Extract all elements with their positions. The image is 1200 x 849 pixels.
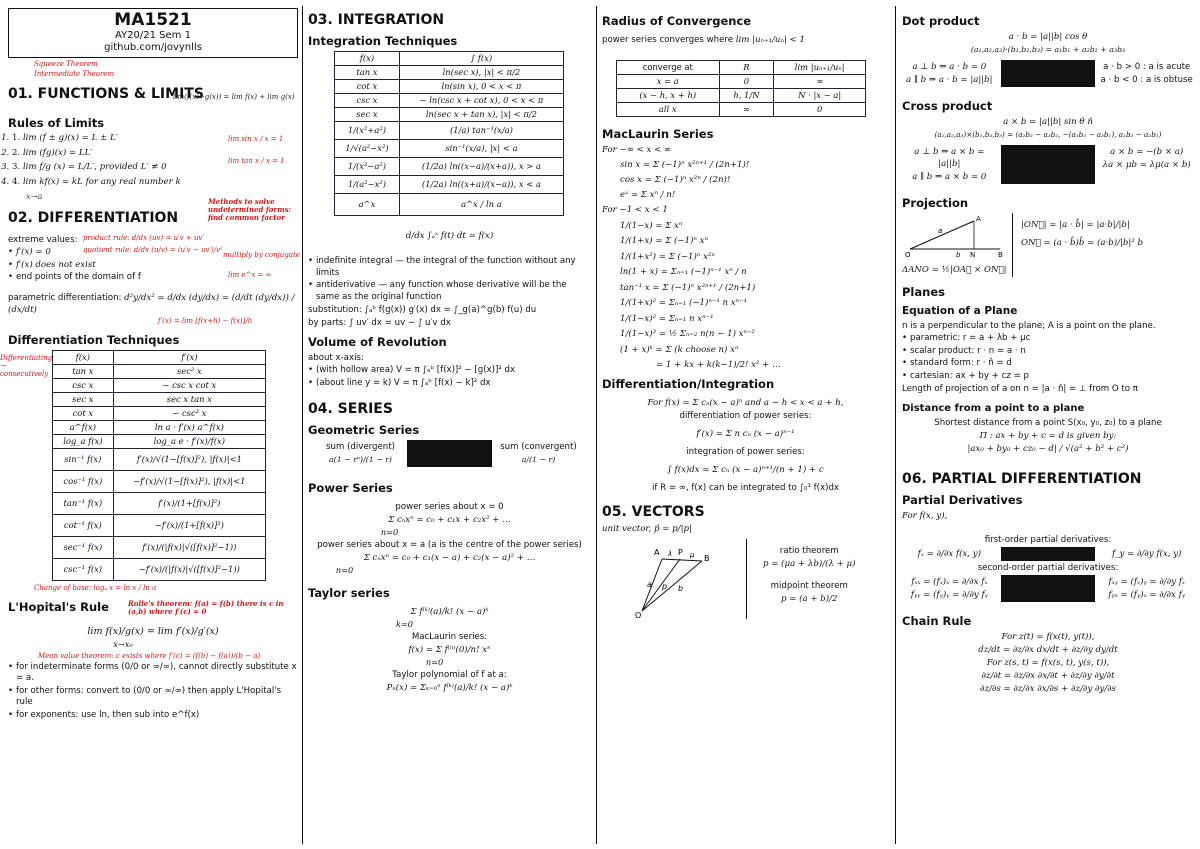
column-divider <box>596 6 597 844</box>
table-row: x = a 0 ∞ <box>617 75 866 89</box>
label-A: A <box>976 215 981 223</box>
note-limform: lim e^x = ∞ <box>228 270 272 279</box>
projection-block <box>902 213 1194 277</box>
lhopital-list <box>8 662 298 722</box>
section-integration: 03. INTEGRATION <box>308 12 445 28</box>
power-about-zero: power series about x = 0 <box>395 502 504 512</box>
table-row: 1/(x²+a²) (1/a) tan⁻¹(x/a) <box>335 122 564 140</box>
maclaurin-eq: (1 + x)ᵏ = Σ (k choose n) xⁿ <box>620 344 739 355</box>
maclaurin-eq: f(x) = Σ f⁽ⁿ⁾(0)/n! xⁿ <box>408 645 491 655</box>
volume-title: Volume of Revolution <box>308 335 447 349</box>
table-row: 1/(x²−a²) (1/2a) ln((x−a)/(x+a)), x > a <box>335 158 564 176</box>
limit-rule: 1. 1. lim (f ± g)(x) = L ± L′ <box>12 133 298 145</box>
projection-diagram <box>902 213 1008 259</box>
power-eq-a: Σ cₙxⁿ = c₀ + c₁(x − a) + c₂(x − a)² + … <box>363 553 536 563</box>
note-change-of-base: Change of base: logₐ x = ln x / ln a <box>34 583 157 592</box>
plane-projection: Length of projection of a on n = |a · n̂| = ⊥ from O to π <box>902 384 1138 394</box>
power-series-title: Power Series <box>308 481 393 495</box>
distance-line2: Π : ax + by + c = d is given by: <box>979 431 1117 441</box>
table-row: sec⁻¹ f(x) f′(x)/(|f(x)|√([f(x)]²−1)) <box>53 536 266 558</box>
definition-item: • indefinite integral — the integral of the function without any limits <box>308 256 591 279</box>
maclaurin-range1: For −∞ < x < ∞ <box>602 145 672 155</box>
chain2-eq-s: ∂z/∂s = ∂z/∂x ∂x/∂s + ∂z/∂y ∂y/∂s <box>980 684 1116 694</box>
maclaurin-eq: ln(1 + x) = Σₙ₌₁ (−1)ⁿ⁻¹ xⁿ / n <box>620 267 747 277</box>
maclaurin-eq: 1/(1−x)³ = ½ Σₙ₌₂ n(n − 1) xⁿ⁻² <box>620 329 755 339</box>
distance-formula: |ax₀ + by₀ + cz₀ − d| / √(a² + b² + c²) <box>967 444 1129 454</box>
table-row: log_a f(x) log_a e · f′(x)/f(x) <box>53 434 266 448</box>
dot-product-title: Dot product <box>902 14 980 28</box>
chain2: For z(s, t) = f(x(s, t), y(s, t)), <box>986 658 1110 668</box>
column-functions-differentiation <box>0 6 300 844</box>
plane-form: • scalar product: r · n = a · n <box>902 346 1194 358</box>
geo-divergent: sum (divergent) a(1 − rⁿ)/(1 − r) <box>326 442 395 464</box>
plane-intro: n is a perpendicular to the plane; A is a point on the plane. <box>902 321 1156 331</box>
label-O: O <box>905 251 911 259</box>
integration-techniques-title: Integration Techniques <box>308 34 458 48</box>
lhopital-equation: lim f(x)/g(x) = lim f′(x)/g′(x) <box>87 625 219 637</box>
extreme-values-label: extreme values: product rule: d/dx (uv) = u′v + uv′ quotient rule: d/dx (u/v) = (u′v − uv′)/v² <box>8 234 223 254</box>
table-row: sin⁻¹ f(x) f′(x)/√(1−[f(x)]²), |f(x)|<1 <box>53 448 266 470</box>
column-integration-series <box>308 6 591 844</box>
label-A: A <box>654 548 660 557</box>
first-order-label: first-order partial derivatives: <box>984 535 1112 545</box>
cross-eq1: a × b = |a||b| sin θ n̂ <box>1003 117 1093 127</box>
label-b: b <box>956 251 961 259</box>
taylor-poly-eq: Pₙ(x) = Σₖ₌₀ⁿ f⁽ᵏ⁾(a)/k! (x − a)ᵏ <box>386 683 513 693</box>
vector-a-line <box>910 221 974 249</box>
ratio-theorem-block <box>602 539 889 619</box>
limit-subscript: x→a <box>26 191 43 201</box>
sum-index: n=0 <box>335 565 354 575</box>
table-row: csc x − csc x cot x <box>53 378 266 392</box>
by-parts-rule: by parts: ∫ uv′ dx = uv − ∫ u′v dx <box>308 318 451 328</box>
maclaurin-list2 <box>620 220 889 372</box>
lhopital-item: • for exponents: use ln, then sub into e^f(x) <box>8 710 298 722</box>
maclaurin-title: MacLaurin Series <box>602 127 714 141</box>
taylor-title: Taylor series <box>308 586 390 600</box>
definition-item: • antiderivative — any function whose derivative will be the same as the original function <box>308 280 591 303</box>
maclaurin-eq: 1/(1−x) = Σ xⁿ <box>620 220 683 231</box>
table-row: sec x ln(sec x + tan x), |x| < π/2 <box>335 108 564 122</box>
table-row: 1/√(a²−x²) sin⁻¹(x/a), |x| < a <box>335 140 564 158</box>
column-divider <box>302 6 303 844</box>
lhopital-title: L'Hopital's Rule Rolle's theorem: f(a) = f(b) there is c in (a,b) where f′(c) = 0 <box>8 600 298 614</box>
ratio-theorem-diagram <box>602 539 722 619</box>
geo-convergent: sum (convergent) a/(1 − r) <box>500 442 577 464</box>
diff-power-eq: f′(x) = Σ n cₙ (x − a)ⁿ⁻¹ <box>696 429 795 439</box>
section-series: 04. SERIES <box>308 401 393 417</box>
maclaurin-eq: eˣ = Σ xⁿ / n! <box>620 190 676 200</box>
maclaurin-label: MacLaurin series: <box>411 632 488 642</box>
midpoint-label: midpoint theorem <box>770 581 848 591</box>
chain-rule-title: Chain Rule <box>902 614 972 628</box>
table-row: (x − h, x + h) h, 1/N N · |x − a| <box>617 89 866 103</box>
projection-eq1: |ON⃗| = |a · b̂| = |a·b|/|b| <box>1021 220 1130 230</box>
ratio-label: ratio theorem <box>779 546 839 556</box>
table-row: csc⁻¹ f(x) −f′(x)/(|f(x)|√([f(x)]²−1)) <box>53 558 266 580</box>
label-O: O <box>635 611 642 620</box>
partial-derivatives-title: Partial Derivatives <box>902 493 1023 507</box>
note-diff-chain: Differentiating → consecutively <box>0 353 53 378</box>
note-lim-sum: lim(f(x)+g(x)) = lim f(x) + lim g(x) <box>173 93 295 101</box>
limit-rule: 2. 2. lim (fg)(x) = LL′ <box>12 148 298 160</box>
maclaurin-eq: = 1 + kx + k(k−1)/2! x² + … <box>656 360 781 370</box>
diff-int-title: Differentiation/Integration <box>602 377 775 391</box>
note-sinx: lim sin x / x = 1 <box>228 135 284 143</box>
chain1-eq: dz/dt = ∂z/∂x dx/dt + ∂z/∂y dy/dt <box>978 645 1118 655</box>
table-row: cot x − csc² x <box>53 406 266 420</box>
column-series-vectors <box>602 6 889 844</box>
section-partial-diff: 06. PARTIAL DIFFERENTIATION <box>902 471 1142 487</box>
handwritten-notes-top <box>8 58 298 80</box>
distance-line1: Shortest distance from a point S(x₀, y₀, z₀) to a plane <box>934 418 1162 428</box>
plane-form: • standard form: r · n̂ = d <box>902 358 1194 370</box>
section-vectors: 05. VECTORS <box>602 504 705 520</box>
ratio-eq: p = (μa + λb)/(λ + μ) <box>763 559 856 569</box>
column-vectors-partial <box>902 6 1194 844</box>
note-tanx: lim tan x / x = 1 <box>228 157 285 165</box>
table-row: tan x ln(sec x), |x| < π/2 <box>335 66 564 80</box>
rules-of-limits-title: Rules of Limits <box>8 116 105 130</box>
label-P: P <box>678 548 683 557</box>
plane-form: • cartesian: ax + by + cz = p <box>902 371 1194 383</box>
label-p: p <box>662 582 668 591</box>
label-mu: μ <box>690 551 695 559</box>
label-lambda: λ <box>668 550 673 558</box>
second-order-derivatives: fₓₓ = (fₓ)ₓ = ∂/∂x fₓ fᵧᵧ = (fᵧ)ᵧ = ∂/∂y fᵧ fₓᵧ = (fₓ)ᵧ = ∂/∂y fₓ fᵧₓ = (fᵧ)ₓ = ∂/∂x fᵧ <box>910 577 1186 600</box>
lhopital-subscript: x→x₀ <box>113 638 133 649</box>
plane-forms <box>902 333 1194 382</box>
integration-definitions <box>308 256 591 303</box>
diff-power-label: differentiation of power series: <box>679 411 812 421</box>
differentiation-table: f(x) f′(x) tan x sec² x csc x − csc x cot x sec x sec x tan x cot x − csc² x a^f(x) ln a · f′(x) a^f(x) log_a f(x) log_a e · f′(x)/f(x) sin⁻¹ f(x) f′(x)/√(1−[f(x)]²), |f(x)|<1 cos⁻¹ f(x) −f′(x)/√(1−[f(x)]²), |f(x)|<1 tan⁻¹ f(x) f′(x)/(1+[f(x)]²) cot⁻¹ f(x) −f′(x)/(1+[f(x)]²) sec⁻¹ f(x) f′(x)/(|f(x)|√([f(x)]²−1)) csc⁻¹ f(x) −f′(x)/(|f(x)|√([f(x)]²−1)) <box>52 350 266 581</box>
extreme-item: • f′(x) = 0 <box>8 247 298 259</box>
label-b: b <box>678 584 684 593</box>
roc-table: converge at R lim |uₙ₊₁/uₙ| x = a 0 ∞ (x − h, x + h) h, 1/N N · |x − a| all x ∞ 0 <box>616 60 866 117</box>
table-row: a^x a^x / ln a <box>335 194 564 216</box>
table-row: tan x sec² x <box>53 364 266 378</box>
table-row: 1/(a²−x²) (1/2a) ln((x+a)/(x−a)), x < a <box>335 176 564 194</box>
cross-product-title: Cross product <box>902 99 993 113</box>
cross-properties: a ⊥ b ⇒ a × b = |a||b| a ∥ b ⇒ a × b = 0 a × b = −(b × a) λa × μb = λμ(a × b) <box>912 147 1191 182</box>
maclaurin-eq: cos x = Σ (−1)ⁿ x²ⁿ / (2n)! <box>620 175 731 185</box>
maclaurin-list1 <box>620 159 889 201</box>
table-row: cos⁻¹ f(x) −f′(x)/√(1−[f(x)]²), |f(x)|<1 <box>53 470 266 492</box>
note-product: product rule: d/dx (uv) = u′v + uv′ <box>83 234 204 242</box>
segment-ab <box>662 559 702 561</box>
label-a: a <box>938 227 943 235</box>
maclaurin-range2: For −1 < x < 1 <box>602 205 668 215</box>
unit-vector: unit vector, p̂ = p/|p| <box>602 524 692 534</box>
second-order-label: second-order partial derivatives: <box>977 563 1119 573</box>
plane-form: • parametric: r = a + λb + μc <box>902 333 1194 345</box>
table-row: all x ∞ 0 <box>617 103 866 117</box>
semester: AY20/21 Sem 1 <box>115 30 191 41</box>
note-mvt: Mean value theorem: c exists where f′(c) = (f(b) − f(a))/(b − a) <box>38 651 261 660</box>
table-row: sec x sec x tan x <box>53 392 266 406</box>
title-box <box>8 8 298 58</box>
note-intermediate: Intermediate Theorem <box>34 70 115 78</box>
section-functions-limits: 01. FUNCTIONS & LIMITS <box>8 86 204 102</box>
course-code: MA1521 <box>114 10 192 30</box>
note-multiply: multiply by conjugate <box>223 250 300 259</box>
github-link[interactable]: github.com/jovynlls <box>104 42 202 53</box>
dot-properties: a ⊥ b ⇒ a · b = 0 a ∥ b ⇒ a · b = |a||b| a · b > 0 : a is acute a · b < 0 : a is obtuse <box>906 62 1193 85</box>
extreme-item: • f′(x) does not exist <box>8 260 298 272</box>
substitution-rule: substitution: ∫ₐᵇ f(g(x)) g′(x) dx = ∫_g(a)^g(b) f(u) du <box>308 305 537 315</box>
chain2-eq-t: ∂z/∂t = ∂z/∂x ∂x/∂t + ∂z/∂y ∂y/∂t <box>981 671 1115 681</box>
diff-int-intro: For f(x) = Σ cₙ(x − a)ⁿ and a − h < x < a + h, <box>647 398 844 408</box>
projection-area: ΔANO = ½|OA⃗ × ON⃗| <box>902 265 1007 275</box>
int-power-label: integration of power series: <box>686 447 805 457</box>
label-N: N <box>970 251 976 259</box>
maclaurin-eq: 1/(1−x)² = Σₙ₌₁ n xⁿ⁻¹ <box>620 313 714 324</box>
table-row: tan⁻¹ f(x) f′(x)/(1+[f(x)]²) <box>53 492 266 514</box>
volume-item: • (about line y = k) V = π ∫ₐᵇ [f(x) − k]² dx <box>308 378 591 390</box>
limit-rule: 3. 3. lim f/g (x) = L/L′, provided L′ ≠ 0 <box>12 162 298 174</box>
maclaurin-eq: tan⁻¹ x = Σ (−1)ⁿ x²ⁿ⁺¹ / (2n+1) <box>620 282 756 293</box>
power-eq-zero: Σ cₙxⁿ = c₀ + c₁x + c₂x² + … <box>388 515 511 525</box>
volume-list <box>308 365 591 389</box>
sum-index: n=0 <box>380 527 399 537</box>
lhopital-item: • for indeterminate forms (0/0 or ∞/∞), cannot directly substitute x = a. <box>8 662 298 685</box>
extreme-item: • end points of the domain of f <box>8 272 298 284</box>
cross-eq2: (a₁,a₂,a₃)×(b₁,b₂,b₃) = (a₂b₃ − a₃b₂, −(a₁b₃ − a₃b₁), a₁b₂ − a₂b₁) <box>934 130 1162 139</box>
plane-equation-title: Equation of a Plane <box>902 305 1018 317</box>
power-about-a: power series about x = a (a is the centre of the power series) <box>317 540 582 550</box>
note-first-principles: f′(x) = lim [f(x+h) − f(x)]/h <box>158 316 253 325</box>
note-methods: Methods to solve undetermined forms: find common factor <box>208 197 292 222</box>
maclaurin-eq: 1/(1+x) = Σ (−1)ⁿ xⁿ <box>620 236 708 246</box>
chain1: For z(t) = f(x(t), y(t)), <box>1001 632 1095 642</box>
volume-about: about x-axis: <box>308 353 364 363</box>
geometric-series-title: Geometric Series <box>308 423 420 437</box>
parametric-differentiation: parametric differentiation: d²y/dx² = d/dx (dy/dx) = (d/dt (dy/dx)) / (dx/dt) <box>8 292 295 315</box>
label-B: B <box>998 251 1003 259</box>
table-row: cot⁻¹ f(x) −f′(x)/(1+[f(x)]²) <box>53 514 266 536</box>
integration-note: if R = ∞, f(x) can be integrated to ∫₀¹ f(x)dx <box>652 483 839 493</box>
dot-eq2: (a₁,a₂,a₃)·(b₁,b₂,b₃) = a₁b₁ + a₂b₂ + a₃b₃ <box>970 45 1126 54</box>
sum-index: n=0 <box>425 657 444 667</box>
distance-title: Distance from a point to a plane <box>902 403 1085 414</box>
note-quotient: quotient rule: d/dx (u/v) = (u′v − uv′)/v² <box>83 246 223 254</box>
section-differentiation: 02. DIFFERENTIATION Methods to solve undetermined forms: find common factor <box>8 210 298 226</box>
limit-rule: 4. 4. lim kf(x) = kL for any real number k <box>12 177 298 189</box>
maclaurin-eq: sin x = Σ (−1)ⁿ x²ⁿ⁺¹ / (2n+1)! <box>620 160 750 170</box>
projection-eq2: ON⃗ = (a · b̂)b̂ = (a·b)/|b|² b <box>1021 238 1144 248</box>
first-order-derivatives: fₓ = ∂/∂x f(x, y) f_y = ∂/∂y f(x, y) <box>917 549 1182 559</box>
integration-table: f(x) ∫ f(x) tan x ln(sec x), |x| < π/2 cot x ln(sin x), 0 < x < π csc x − ln(csc x + cot x), 0 < x < π sec x ln(sec x + tan x), |x| < π/2 1/(x²+a²) (1/a) tan⁻¹(x/a) 1/√(a²−x²) sin⁻¹(x/a), |x| < a 1/(x²−a²) (1/2a) ln((x−a)/(x+a)), x > a 1/(a²−x²) (1/2a) ln((x+a)/(x−a)), x < a a^x a^x / ln a <box>334 51 564 216</box>
dot-eq1: a · b = |a||b| cos θ <box>1008 32 1088 42</box>
maclaurin-eq: 1/(1+x²) = Σ (−1)ⁿ x²ⁿ <box>620 251 715 262</box>
table-row: cot x ln(sin x), 0 < x < π <box>335 80 564 94</box>
column-divider <box>895 6 896 844</box>
table-row: a^f(x) ln a · f′(x) a^f(x) <box>53 420 266 434</box>
projection-title: Projection <box>902 196 969 210</box>
lhopital-item: • for other forms: convert to (0/0 or ∞/∞) then apply L'Hopital's rule <box>8 686 298 709</box>
diff-techniques-title: Differentiation Techniques <box>8 332 180 347</box>
label-a: a <box>647 580 652 589</box>
table-row: csc x − ln(csc x + cot x), 0 < x < π <box>335 94 564 108</box>
int-power-eq: ∫ f(x)dx = Σ cₙ (x − a)ⁿ⁺¹/(n + 1) + c <box>667 465 824 475</box>
roc-title: Radius of Convergence <box>602 14 752 28</box>
taylor-eq: Σ f⁽ᵏ⁾(a)/k! (x − a)ᵏ <box>410 607 489 617</box>
sum-index: k=0 <box>395 619 414 629</box>
planes-title: Planes <box>902 285 945 299</box>
geometric-sums <box>318 440 581 467</box>
roc-desc: power series converges where lim |uₙ₊₁/uₙ| < 1 <box>602 35 805 45</box>
ftc-equation: d/dx ∫ₐˣ f(t) dt = f(x) <box>405 231 494 241</box>
midpoint-eq: p = (a + b)/2 <box>780 594 838 604</box>
label-B: B <box>704 554 710 563</box>
maclaurin-eq: 1/(1+x)² = Σₙ₌₁ (−1)ⁿ⁻¹ n xⁿ⁻¹ <box>620 298 748 308</box>
taylor-poly-label: Taylor polynomial of f at a: <box>392 670 507 680</box>
note-rolle: Rolle's theorem: f(a) = f(b) there is c in (a,b) where f′(c) = 0 <box>128 598 284 616</box>
volume-item: • (with hollow area) V = π ∫ₐᵇ [f(x)]² − [g(x)]² dx <box>308 365 591 377</box>
note-squeeze: Squeeze Theorem <box>34 60 98 68</box>
partial-for: For f(x, y), <box>902 511 948 521</box>
